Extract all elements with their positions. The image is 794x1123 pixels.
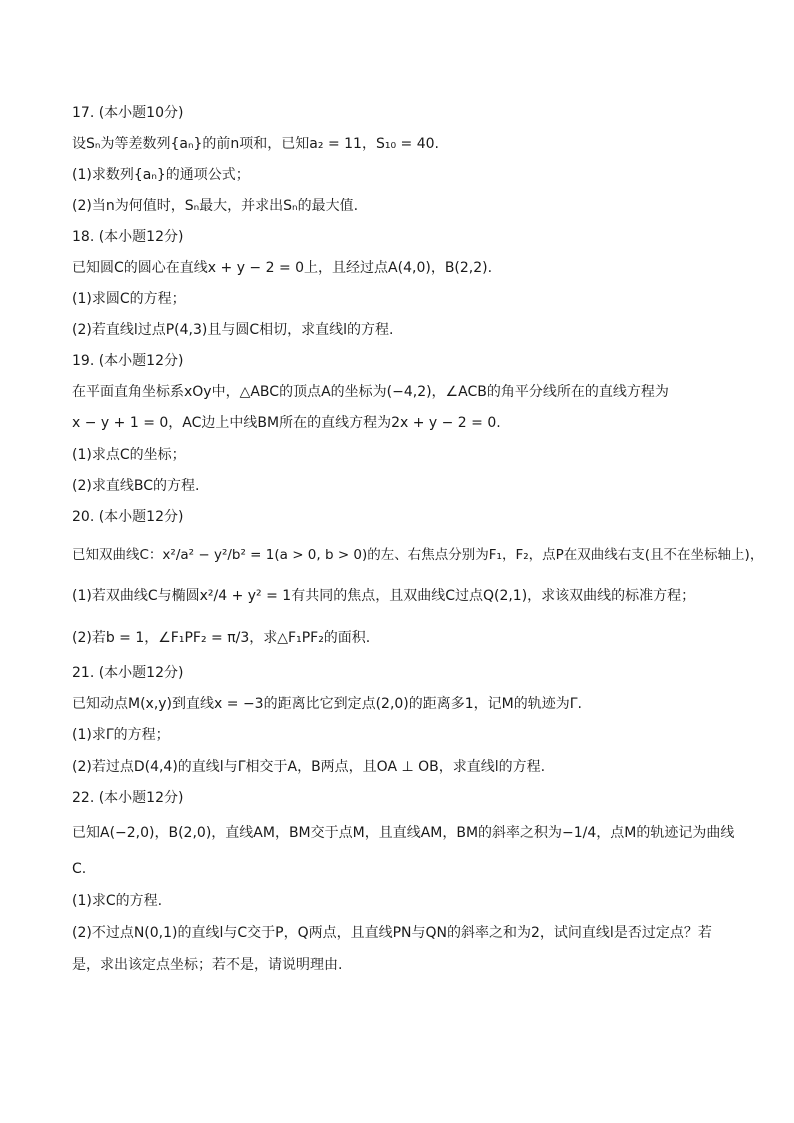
- question-21-part-1: (1)求Γ的方程；: [72, 727, 170, 743]
- question-17-part-2: (2)当n为何值时，Sₙ最大，并求出Sₙ的最大值.: [72, 198, 359, 214]
- question-19-header: 19. (本小题12分): [72, 353, 184, 369]
- question-20-stem: 已知双曲线C：x²/a² − y²/b² = 1(a > 0, b > 0)的左、右焦点分别为F₁，F₂，点P在双曲线右支(且不在坐标轴上)，: [72, 547, 764, 563]
- question-17-stem: 设Sₙ为等差数列{aₙ}的前n项和，已知a₂ = 11，S₁₀ = 40.: [72, 136, 439, 152]
- question-21-stem: 已知动点M(x,y)到直线x = −3的距离比它到定点(2,0)的距离多1，记M的轨迹为Γ.: [72, 696, 583, 712]
- question-20-part-2: (2)若b = 1，∠F₁PF₂ = π/3，求△F₁PF₂的面积.: [72, 630, 371, 646]
- question-19-part-1: (1)求点C的坐标；: [72, 447, 186, 463]
- question-22-stem-line-2: C.: [72, 861, 87, 877]
- question-22-part-2-line-2: 是，求出该定点坐标；若不是，请说明理由.: [72, 957, 343, 973]
- question-18-part-2: (2)若直线l过点P(4,3)且与圆C相切，求直线l的方程.: [72, 322, 394, 338]
- question-17-header: 17. (本小题10分): [72, 105, 184, 121]
- question-20-header: 20. (本小题12分): [72, 509, 184, 525]
- question-18-header: 18. (本小题12分): [72, 229, 184, 245]
- question-21-header: 21. (本小题12分): [72, 665, 184, 681]
- question-18-part-1: (1)求圆C的方程；: [72, 291, 186, 307]
- question-19-stem-line-1: 在平面直角坐标系xOy中，△ABC的顶点A的坐标为(−4,2)，∠ACB的角平分线所在的直线方程为: [72, 384, 669, 400]
- question-22-part-1: (1)求C的方程.: [72, 893, 163, 909]
- question-20-part-1: (1)若双曲线C与椭圆x²/4 + y² = 1有共同的焦点，且双曲线C过点Q(2,1)，求该双曲线的标准方程；: [72, 588, 696, 604]
- question-17-part-1: (1)求数列{aₙ}的通项公式；: [72, 167, 250, 183]
- question-19-part-2: (2)求直线BC的方程.: [72, 478, 200, 494]
- question-22-part-2-line-1: (2)不过点N(0,1)的直线l与C交于P，Q两点，且直线PN与QN的斜率之和为2，试问直线l是否过定点？若: [72, 925, 712, 941]
- question-22-header: 22. (本小题12分): [72, 790, 184, 806]
- question-19-stem-line-2: x − y + 1 = 0，AC边上中线BM所在的直线方程为2x + y − 2 = 0.: [72, 415, 501, 431]
- question-21-part-2: (2)若过点D(4,4)的直线l与Γ相交于A，B两点，且OA ⊥ OB，求直线l的方程.: [72, 759, 546, 775]
- question-18-stem: 已知圆C的圆心在直线x + y − 2 = 0上，且经过点A(4,0)，B(2,2).: [72, 260, 493, 276]
- question-22-stem-line-1: 已知A(−2,0)，B(2,0)，直线AM，BM交于点M，且直线AM，BM的斜率之积为−1/4，点M的轨迹记为曲线: [72, 825, 735, 841]
